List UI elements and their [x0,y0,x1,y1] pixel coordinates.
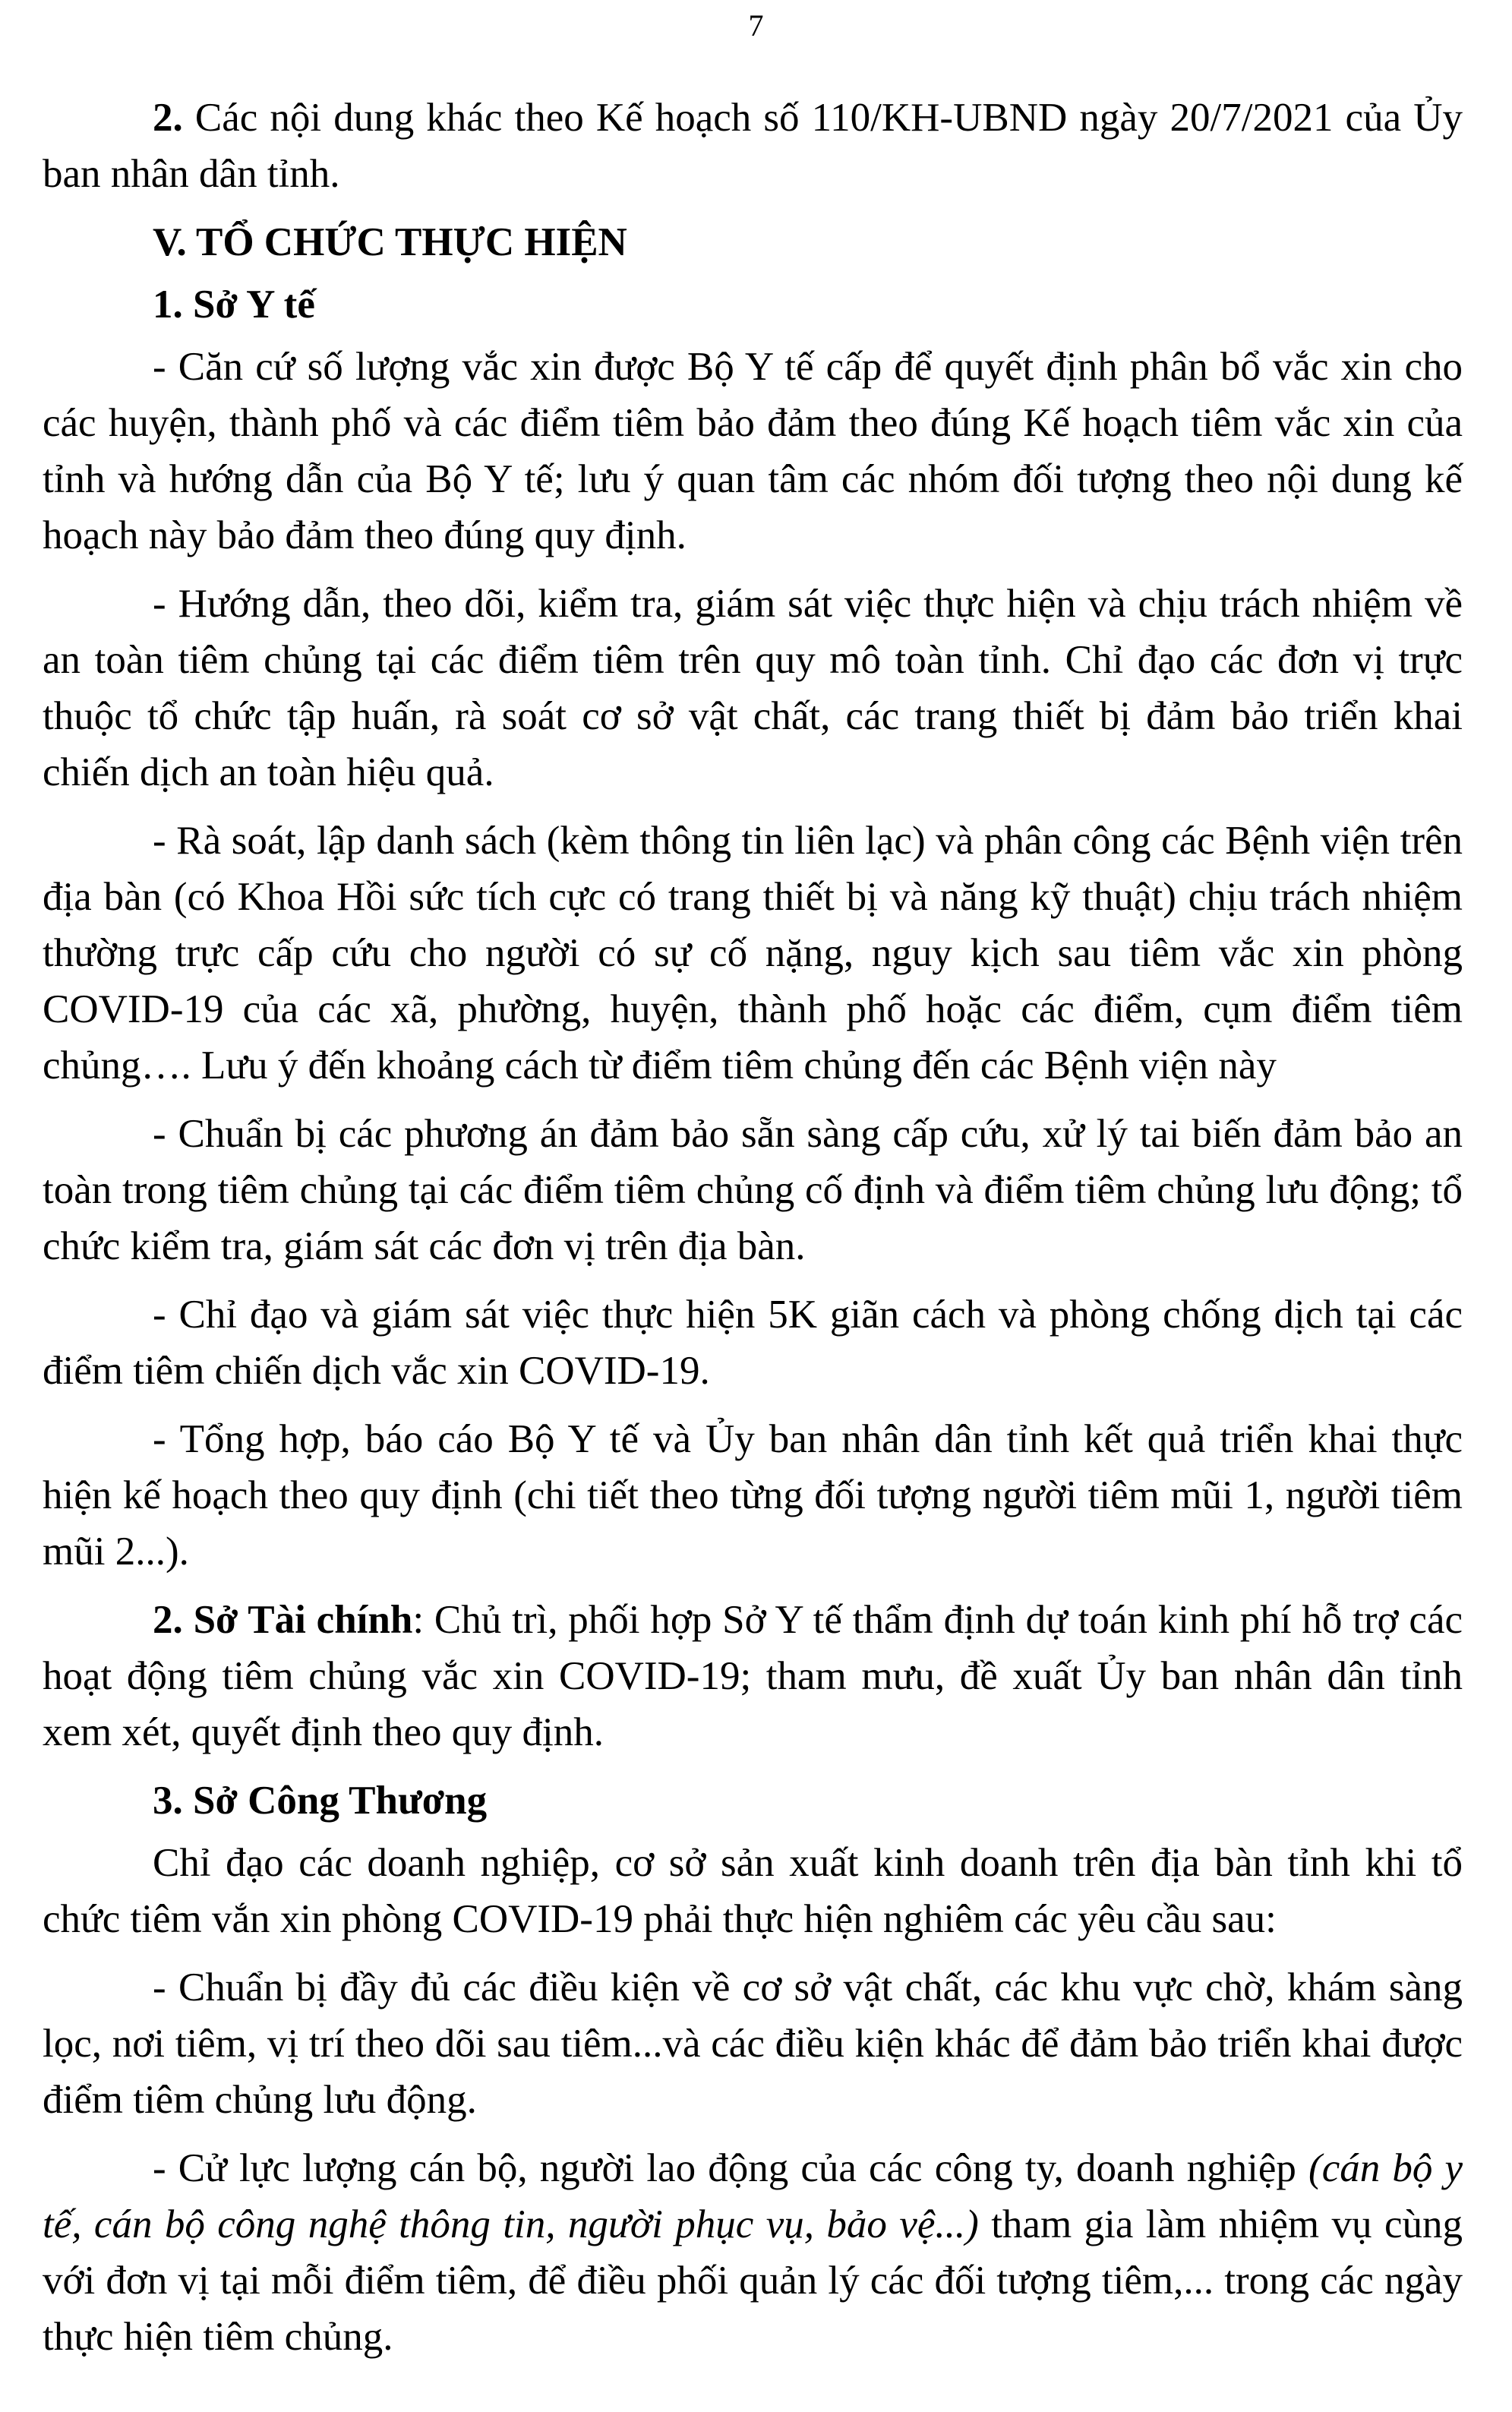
paragraph-text: - Cử lực lượng cán bộ, người lao động của các công ty, doanh nghiệp [153,2146,1309,2190]
paragraph-text: tham gia làm nhiệm vụ cùng với đơn vị tại mỗi điểm tiêm, để điều phối quản lý các đối tượng tiêm,... trong các ngày thực hiện tiêm chủng. [43,2202,1463,2359]
page-number: 7 [748,8,764,43]
paragraph-vaccine-allocation: - Căn cứ số lượng vắc xin được Bộ Y tế cấp để quyết định phân bổ vắc xin cho các huyện, thành phố và các điểm tiêm bảo đảm theo đúng Kế hoạch tiêm vắc xin của tỉnh và hướng dẫn của Bộ Y tế; lưu ý quan tâm các nhóm đối tượng theo nội dung kế hoạch này bảo đảm theo đúng quy định. [43,345,1463,557]
paragraph-reporting: - Tổng hợp, báo cáo Bộ Y tế và Ủy ban nhân dân tỉnh kết quả triển khai thực hiện kế hoạch theo quy định (chi tiết theo từng đối tượng người tiêm mũi 1, người tiêm mũi 2...). [43,1417,1463,1574]
document-body [43,90,1463,2377]
subsection-heading-health-dept [43,276,1463,333]
paragraph-guidance-supervision: - Hướng dẫn, theo dõi, kiểm tra, giám sát việc thực hiện và chịu trách nhiệm về an toàn tiêm chủng tại các điểm tiêm trên quy mô toàn tỉnh. Chỉ đạo các đơn vị trực thuộc tổ chức tập huấn, rà soát cơ sở vật chất, các trang thiết bị đảm bảo triển khai chiến dịch an toàn hiệu quả. [43,582,1463,794]
section-heading-v [43,214,1463,270]
subsection-heading-text: . Sở Công Thương [172,1779,488,1823]
item-number: 3 [153,1779,173,1823]
paragraph-text: : Chủ trì, phối hợp Sở Y tế thẩm định dự toán kinh phí hỗ trợ các hoạt động tiêm chủng vắc xin COVID-19; tham mưu, đề xuất Ủy ban nhân dân tỉnh xem xét, quyết định theo quy định. [43,1598,1463,1754]
paragraph-facility-preparation: - Chuẩn bị đầy đủ các điều kiện về cơ sở vật chất, các khu vực chờ, khám sàng lọc, nơi tiêm, vị trí theo dõi sau tiêm...và các điều kiện khác để đảm bảo triển khai được điểm tiêm chủng lưu động. [43,1965,1463,2122]
paragraph-other-contents [43,90,1463,202]
paragraph-hospital-list: - Rà soát, lập danh sách (kèm thông tin liên lạc) và phân công các Bệnh viện trên địa bàn (có Khoa Hồi sức tích cực có trang thiết bị và năng kỹ thuật) chịu trách nhiệm thường trực cấp cứu cho người có sự cố nặng, nguy kịch sau tiêm vắc xin phòng COVID-19 của các xã, phường, huyện, thành phố hoặc các điểm, cụm điểm tiêm chủng…. Lưu ý đến khoảng cách từ điểm tiêm chủng đến các Bệnh viện này [43,819,1463,1088]
paragraph-text: Các nội dung khác theo Kế hoạch số 110/KH-UBND ngày 20/7/2021 của Ủy ban nhân dân tỉnh. [43,96,1463,196]
section-heading-text: V. TỔ CHỨC THỰC HIỆN [153,220,627,264]
paragraph-finance-dept [43,1592,1463,1760]
subsection-heading-finance: 2. Sở Tài chính [153,1598,413,1642]
subsection-heading-text: 1. Sở Y tế [153,283,315,327]
subsection-heading-industry-trade [43,1773,1463,1829]
paragraph-italic-text: (cán bộ y tế, cán bộ công nghệ thông tin, người phục vụ, bảo vệ...) [43,2146,1463,2246]
paragraph-business-direction: Chỉ đạo các doanh nghiệp, cơ sở sản xuất kinh doanh trên địa bàn tỉnh khi tổ chức tiêm vắn xin phòng COVID-19 phải thực hiện nghiêm các yêu cầu sau: [43,1841,1463,1941]
paragraph-5k-supervision: - Chỉ đạo và giám sát việc thực hiện 5K giãn cách và phòng chống dịch tại các điểm tiêm chiến dịch vắc xin COVID-19. [43,1293,1463,1393]
paragraph-emergency-plans: - Chuẩn bị các phương án đảm bảo sẵn sàng cấp cứu, xử lý tai biến đảm bảo an toàn trong tiêm chủng tại các điểm tiêm chủng cố định và điểm tiêm chủng lưu động; tổ chức kiểm tra, giám sát các đơn vị trên địa bàn. [43,1112,1463,1268]
paragraph-staff-assignment [43,2140,1463,2365]
item-number: 2. [153,96,183,140]
